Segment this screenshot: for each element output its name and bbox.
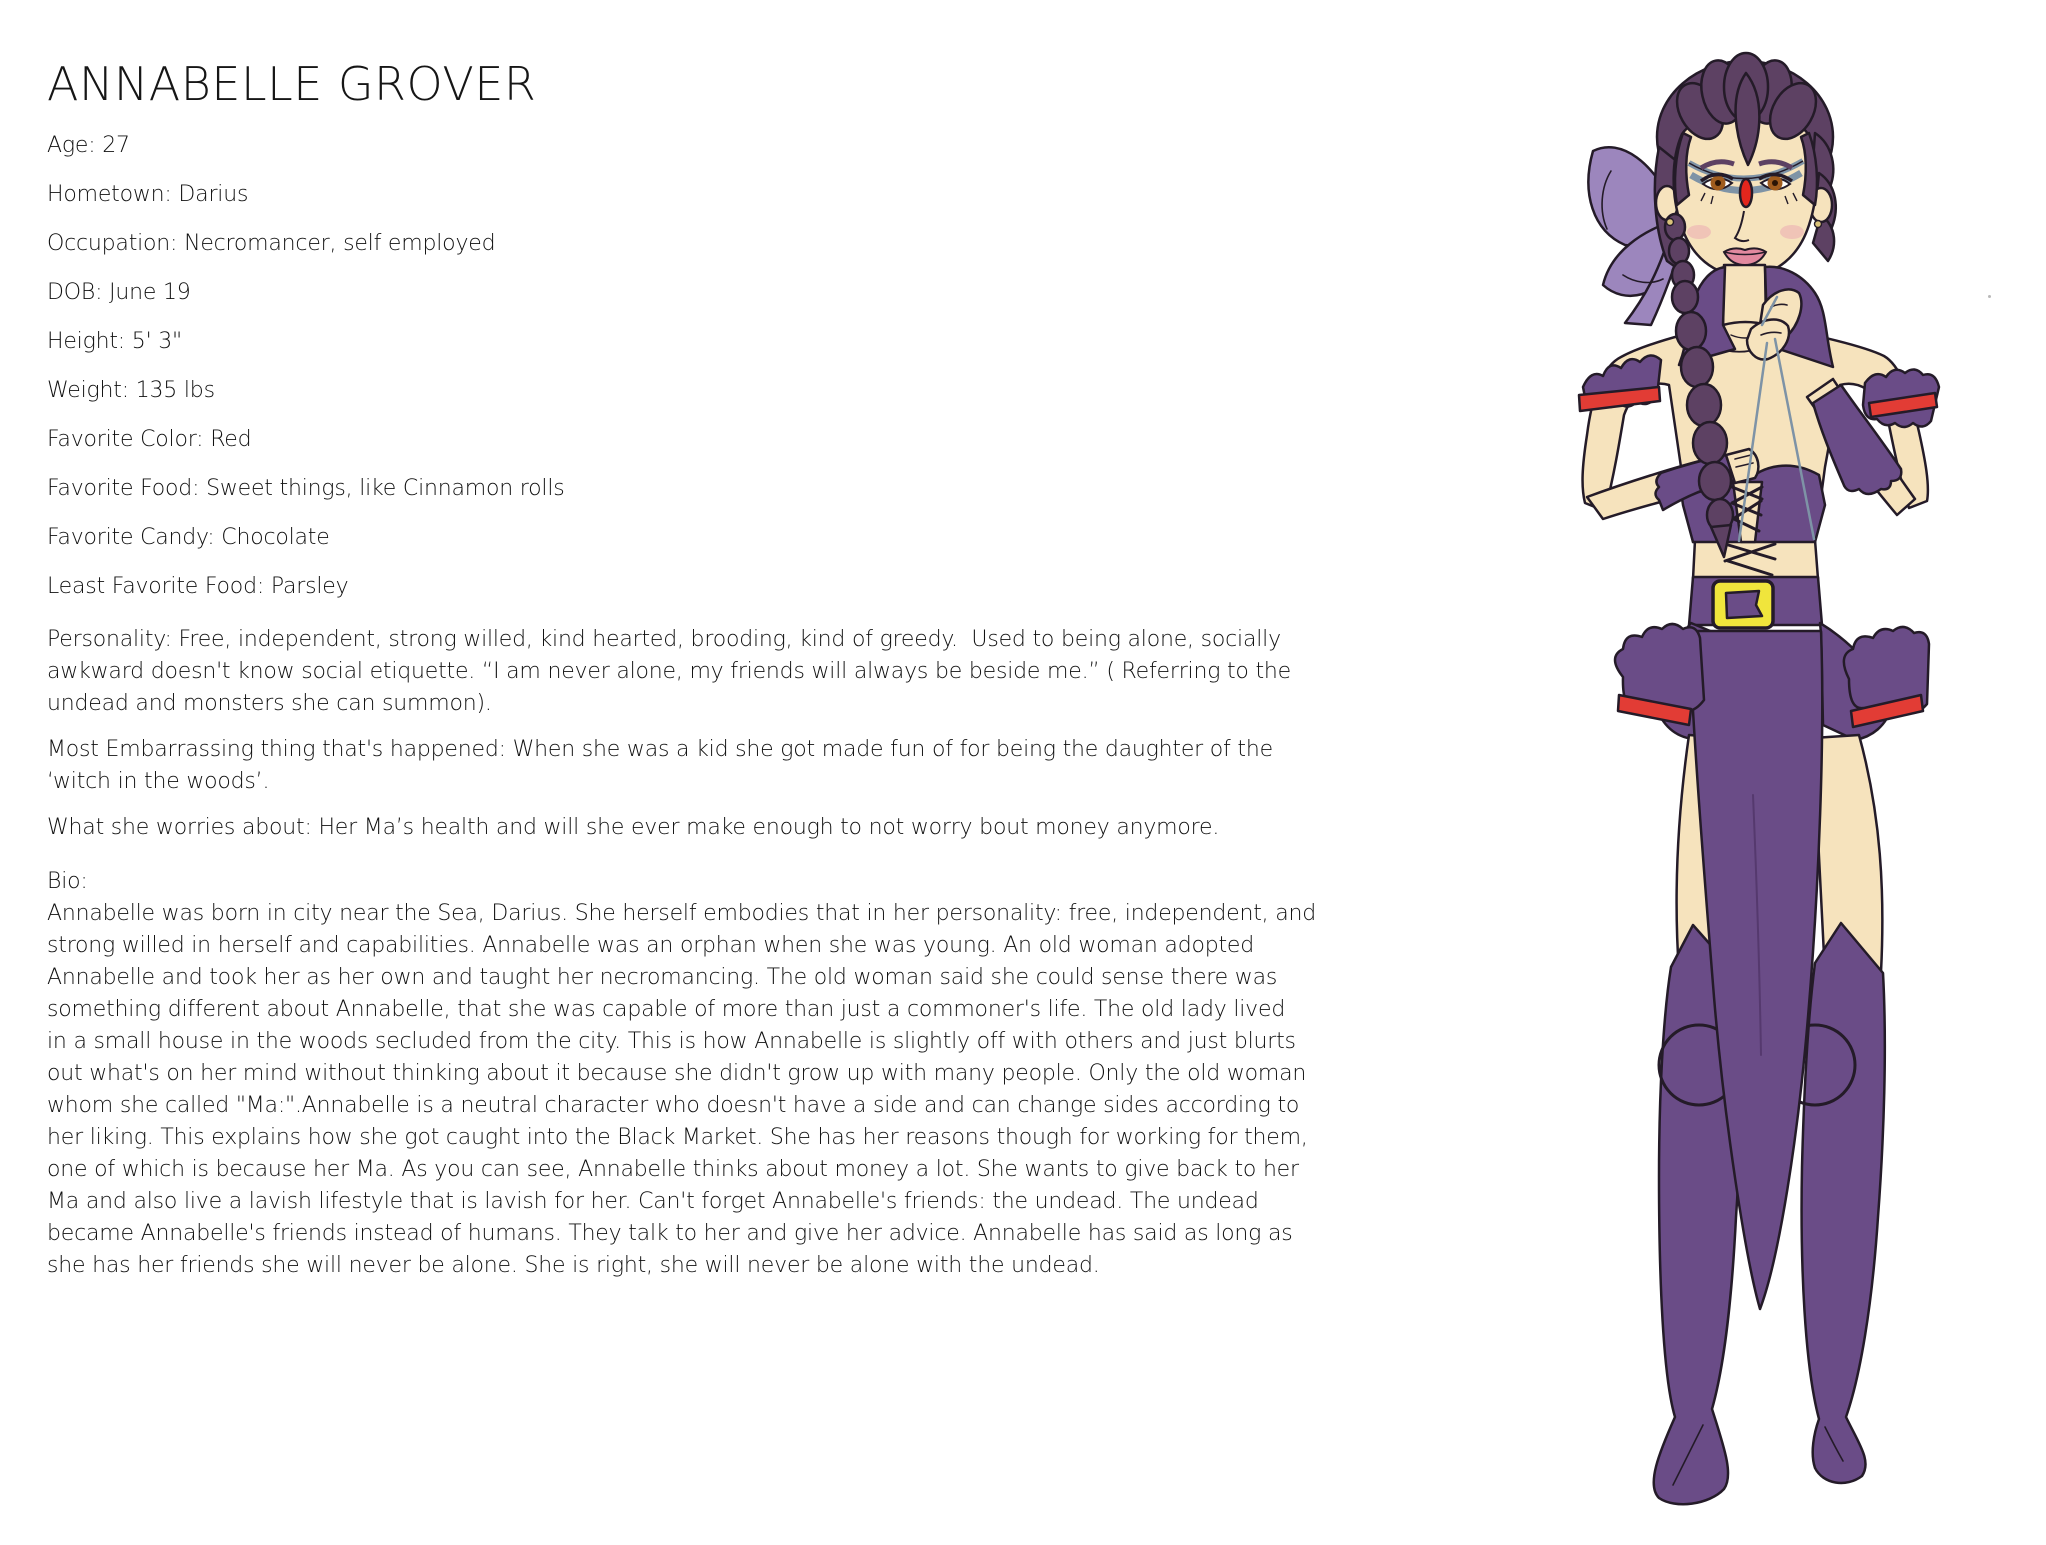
stat-value: Darius — [178, 182, 249, 207]
stat-value: 135 lbs — [135, 378, 215, 403]
stat-row-hometown — [47, 180, 1337, 210]
worries-paragraph — [47, 812, 1317, 844]
bio-heading: Bio : — [47, 866, 1337, 898]
stat-value: Sweet things, like Cinnamon rolls — [206, 476, 565, 501]
character-illustration — [1563, 35, 1983, 1520]
stat-row-favorite-color — [47, 425, 1337, 455]
stat-label: Hometown : — [47, 182, 178, 207]
stat-label: Least Favorite Food : — [47, 574, 271, 599]
embarrassing-paragraph — [47, 734, 1317, 798]
embarrassing-text: When she was a kid she got made fun of for being the daughter of the ‘witch in the woods’. — [47, 737, 1280, 794]
midriff — [1693, 540, 1818, 579]
belt-buckle — [1713, 581, 1773, 628]
stat-label: Occupation : — [47, 231, 184, 256]
stat-row-least-favorite-food — [47, 572, 1337, 602]
embarrassing-label: Most Embarrassing thing that's happened : — [47, 737, 513, 762]
personality-paragraph — [47, 624, 1317, 720]
character-info-column — [47, 58, 1337, 1296]
left-blush — [1687, 225, 1711, 239]
stat-value: Chocolate — [221, 525, 330, 550]
right-blush — [1780, 225, 1804, 239]
stat-row-dob — [47, 278, 1337, 308]
stat-value: Parsley — [270, 574, 349, 599]
left-earring — [1667, 219, 1674, 226]
stat-row-occupation — [47, 229, 1337, 259]
stat-value: Red — [210, 427, 252, 452]
stat-label: Favorite Food : — [47, 476, 206, 501]
stat-label: DOB : — [47, 280, 109, 305]
worries-text: Her Ma’s health and will she ever make enough to not worry bout money anymore. — [318, 815, 1220, 840]
stat-row-favorite-candy — [47, 523, 1337, 553]
stat-value: June 19 — [109, 280, 191, 305]
stat-label: Height : — [47, 329, 132, 354]
right-earring — [1815, 221, 1822, 228]
stat-value: 27 — [102, 133, 130, 158]
stat-row-age — [47, 131, 1337, 161]
stat-label: Age : — [47, 133, 102, 158]
bio-paragraph: Annabelle was born in city near the Sea, Darius. She herself embodies that in her personality: free, independent, and strong willed in herself and capabilities. Annabelle was an orphan when she was young. An old woman adopted Annabelle and took her as her own and taught her necromancing. The old woman said she could sense there was something different about Annabelle, that she was capable of more than just a commoner's life. The old lady lived in a small house in the woods secluded from the city. This is how Annabelle is slightly off with others and just blurts out what's on her mind without thinking about it because she didn't grow up with many people. Only the old woman whom she called "Ma:".Annabelle is a neutral character who doesn't have a side and can change sides according to her liking. This explains how she got caught into the Black Market. She has her reasons though for working for them, one of which is because her Ma. As you can see, Annabelle thinks about money a lot. She wants to give back to her Ma and also live a lavish lifestyle that is lavish for her. Can't forget Annabelle's friends: the undead. The undead became Annabelle's friends instead of humans. They talk to her and give her advice. Annabelle has said as long as she has her friends she will never be alone. She is right, she will never be alone with the undead. — [47, 901, 1323, 1278]
annabelle-drawing — [1563, 35, 1983, 1520]
right-stocking — [1802, 923, 1885, 1483]
personality-label: Personality : — [47, 627, 179, 652]
stat-label: Weight : — [47, 378, 136, 403]
stat-row-weight — [47, 376, 1337, 406]
stat-label: Favorite Color : — [47, 427, 210, 452]
stat-value: 5' 3" — [131, 329, 182, 354]
stat-label: Favorite Candy : — [47, 525, 221, 550]
worries-label: What she worries about : — [47, 815, 318, 840]
personality-text: Free, independent, strong willed, kind hearted, brooding, kind of greedy. Used to being alone, socially awkward doesn't know social etiquette. “I am never alone, my friends will always be beside me.” ( Referring to the undead and monsters she can summon). — [47, 627, 1298, 716]
page-title: ANNABELLE GROVER — [47, 57, 537, 111]
stat-row-favorite-food — [47, 474, 1337, 504]
stat-value: Necromancer, self employed — [184, 231, 496, 256]
stray-mark — [1988, 295, 1991, 298]
stats-list — [47, 131, 1337, 602]
stat-row-height — [47, 327, 1337, 357]
circlet-gem — [1740, 179, 1752, 207]
